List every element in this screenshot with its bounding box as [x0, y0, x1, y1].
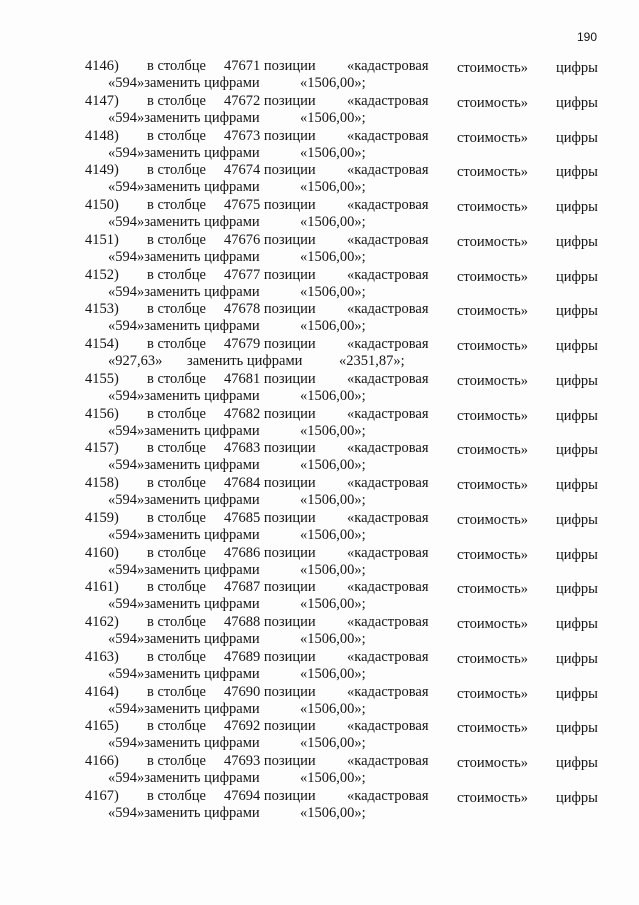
item-number: 4154) — [85, 336, 119, 352]
item-new-value: «1506,00»; — [300, 387, 366, 404]
item-stoimost: стоимость» — [457, 233, 529, 250]
item-new-value: «1506,00»; — [300, 631, 366, 647]
item-kadastrovaya: «кадастровая — [347, 266, 429, 283]
list-item — [0, 788, 639, 823]
item-column-text: в столбце — [147, 509, 206, 526]
item-number: 4166) — [85, 753, 119, 769]
item-kadastrovaya: «кадастровая — [347, 544, 429, 561]
item-tsifry: цифры — [556, 338, 598, 354]
item-new-value: «1506,00»; — [300, 735, 366, 752]
item-stoimost: стоимость» — [457, 477, 529, 493]
item-column-text: в столбце — [147, 475, 206, 491]
item-kadastrovaya: «кадастровая — [347, 648, 429, 665]
item-new-value: «2351,87»; — [339, 353, 405, 369]
item-kadastrovaya: «кадастровая — [347, 753, 429, 769]
item-old-value: «594»заменить цифрами — [108, 144, 260, 161]
item-stoimost: стоимость» — [457, 129, 529, 146]
item-column-text: в столбце — [147, 440, 206, 457]
item-old-value: «594»заменить цифрами — [108, 109, 260, 126]
item-old-value: «594»заменить цифрами — [108, 214, 260, 230]
item-column-text: в столбце — [147, 301, 206, 318]
item-old-value: «594»заменить цифрами — [108, 700, 260, 717]
item-old-value: «594»заменить цифрами — [108, 770, 260, 786]
item-old-value: «594»заменить цифрами — [108, 804, 260, 821]
item-kadastrovaya: «кадастровая — [347, 579, 429, 596]
item-number: 4162) — [85, 614, 119, 630]
item-stoimost: стоимость» — [457, 581, 529, 598]
item-old-value: «594»заменить цифрами — [108, 457, 260, 474]
item-kadastrovaya: «кадастровая — [347, 509, 429, 526]
item-new-value: «1506,00»; — [300, 596, 366, 613]
item-tsifry: цифры — [556, 616, 598, 632]
item-number: 4149) — [85, 162, 119, 179]
list-item — [0, 614, 639, 649]
item-position: 47685 позиции — [224, 509, 316, 526]
item-kadastrovaya: «кадастровая — [347, 440, 429, 457]
item-number: 4156) — [85, 405, 119, 422]
item-kadastrovaya: «кадастровая — [347, 336, 429, 352]
item-new-value: «1506,00»; — [300, 804, 366, 821]
item-new-value: «1506,00»; — [300, 492, 366, 508]
list-item — [0, 475, 639, 510]
item-new-value: «1506,00»; — [300, 561, 366, 578]
item-tsifry: цифры — [556, 164, 598, 181]
item-old-value: «594»заменить цифрами — [108, 387, 260, 404]
item-new-value: «1506,00»; — [300, 144, 366, 161]
item-new-value: «1506,00»; — [300, 75, 366, 91]
item-tsifry: цифры — [556, 407, 598, 424]
list-item — [0, 579, 639, 614]
item-kadastrovaya: «кадастровая — [347, 197, 429, 213]
item-number: 4155) — [85, 370, 119, 387]
item-column-text: в столбце — [147, 231, 206, 248]
item-column-text: в столбце — [147, 544, 206, 561]
item-tsifry: цифры — [556, 546, 598, 563]
item-tsifry: цифры — [556, 581, 598, 598]
list-item — [0, 649, 639, 684]
item-new-value: «1506,00»; — [300, 318, 366, 335]
item-old-value: «594»заменить цифрами — [108, 179, 260, 196]
item-tsifry: цифры — [556, 129, 598, 146]
item-tsifry: цифры — [556, 650, 598, 667]
item-position: 47683 позиции — [224, 440, 316, 457]
item-number: 4151) — [85, 231, 119, 248]
item-position: 47690 позиции — [224, 683, 316, 700]
item-new-value: «1506,00»; — [300, 109, 366, 126]
list-item — [0, 684, 639, 719]
item-kadastrovaya: «кадастровая — [347, 231, 429, 248]
list-item — [0, 371, 639, 406]
item-old-value: «594»заменить цифрами — [108, 75, 260, 91]
item-kadastrovaya: «кадастровая — [347, 614, 429, 630]
item-tsifry: цифры — [556, 789, 598, 806]
item-number: 4152) — [85, 266, 119, 283]
item-new-value: «1506,00»; — [300, 422, 366, 439]
item-new-value: «1506,00»; — [300, 283, 366, 300]
item-kadastrovaya: «кадастровая — [347, 370, 429, 387]
list-item — [0, 301, 639, 336]
item-position: 47677 позиции — [224, 266, 316, 283]
list-item — [0, 267, 639, 302]
item-number: 4161) — [85, 579, 119, 596]
item-column-text: в столбце — [147, 753, 206, 769]
item-position: 47675 позиции — [224, 197, 316, 213]
item-stoimost: стоимость» — [457, 546, 529, 563]
item-position: 47682 позиции — [224, 405, 316, 422]
list-item — [0, 545, 639, 580]
item-number: 4165) — [85, 718, 119, 735]
item-kadastrovaya: «кадастровая — [347, 718, 429, 735]
item-column-text: в столбце — [147, 683, 206, 700]
item-number: 4150) — [85, 197, 119, 213]
item-old-value: «594»заменить цифрами — [108, 422, 260, 439]
item-column-text: в столбце — [147, 787, 206, 804]
item-tsifry: цифры — [556, 442, 598, 459]
item-old-value: «594»заменить цифрами — [108, 526, 260, 543]
item-position: 47687 позиции — [224, 579, 316, 596]
list-item — [0, 440, 639, 475]
item-position: 47689 позиции — [224, 648, 316, 665]
item-kadastrovaya: «кадастровая — [347, 683, 429, 700]
list-item — [0, 753, 639, 788]
item-tsifry: цифры — [556, 60, 598, 76]
item-tsifry: цифры — [556, 94, 598, 111]
item-column-text: в столбце — [147, 370, 206, 387]
item-kadastrovaya: «кадастровая — [347, 162, 429, 179]
item-tsifry: цифры — [556, 477, 598, 493]
item-stoimost: стоимость» — [457, 199, 529, 215]
item-position: 47671 позиции — [224, 58, 316, 74]
item-number: 4157) — [85, 440, 119, 457]
item-number: 4159) — [85, 509, 119, 526]
item-old-value: «594»заменить цифрами — [108, 492, 260, 508]
item-new-value: «1506,00»; — [300, 179, 366, 196]
item-stoimost: стоимость» — [457, 755, 529, 771]
item-stoimost: стоимость» — [457, 616, 529, 632]
item-position: 47676 позиции — [224, 231, 316, 248]
item-column-text: в столбце — [147, 614, 206, 630]
item-column-text: в столбце — [147, 718, 206, 735]
item-kadastrovaya: «кадастровая — [347, 58, 429, 74]
item-number: 4148) — [85, 127, 119, 144]
list-item — [0, 232, 639, 267]
item-kadastrovaya: «кадастровая — [347, 405, 429, 422]
item-kadastrovaya: «кадастровая — [347, 92, 429, 109]
item-column-text: в столбце — [147, 162, 206, 179]
item-number: 4160) — [85, 544, 119, 561]
item-old-value: «594»заменить цифрами — [108, 248, 260, 265]
list-item — [0, 510, 639, 545]
item-tsifry: цифры — [556, 511, 598, 528]
item-tsifry: цифры — [556, 720, 598, 737]
item-old-value: «594»заменить цифрами — [108, 283, 260, 300]
item-stoimost: стоимость» — [457, 338, 529, 354]
item-stoimost: стоимость» — [457, 164, 529, 181]
item-tsifry: цифры — [556, 372, 598, 389]
item-column-text: в столбце — [147, 579, 206, 596]
item-kadastrovaya: «кадастровая — [347, 301, 429, 318]
list-item — [0, 718, 639, 753]
item-stoimost: стоимость» — [457, 720, 529, 737]
item-stoimost: стоимость» — [457, 511, 529, 528]
item-position: 47684 позиции — [224, 475, 316, 491]
item-column-text: в столбце — [147, 336, 206, 352]
item-new-value: «1506,00»; — [300, 526, 366, 543]
item-old-value: «927,63» — [108, 353, 163, 369]
list-item — [0, 93, 639, 128]
list-item — [0, 58, 639, 93]
list-item — [0, 197, 639, 232]
item-number: 4146) — [85, 58, 119, 74]
list-item — [0, 128, 639, 163]
item-stoimost: стоимость» — [457, 60, 529, 76]
item-tsifry: цифры — [556, 233, 598, 250]
item-number: 4153) — [85, 301, 119, 318]
item-old-value: «594»заменить цифрами — [108, 596, 260, 613]
item-number: 4147) — [85, 92, 119, 109]
item-new-value: «1506,00»; — [300, 700, 366, 717]
item-tsifry: цифры — [556, 685, 598, 702]
item-position: 47686 позиции — [224, 544, 316, 561]
item-stoimost: стоимость» — [457, 94, 529, 111]
item-kadastrovaya: «кадастровая — [347, 475, 429, 491]
item-position: 47674 позиции — [224, 162, 316, 179]
item-position: 47678 позиции — [224, 301, 316, 318]
item-stoimost: стоимость» — [457, 303, 529, 320]
item-column-text: в столбце — [147, 266, 206, 283]
item-number: 4167) — [85, 787, 119, 804]
item-tsifry: цифры — [556, 199, 598, 215]
item-column-text: в столбце — [147, 58, 206, 74]
item-column-text: в столбце — [147, 92, 206, 109]
item-old-value: «594»заменить цифрами — [108, 665, 260, 682]
list-item — [0, 162, 639, 197]
item-old-value: «594»заменить цифрами — [108, 318, 260, 335]
item-position: 47679 позиции — [224, 336, 316, 352]
item-position: 47672 позиции — [224, 92, 316, 109]
list-item — [0, 336, 639, 371]
item-number: 4158) — [85, 475, 119, 491]
item-replace-text: заменить цифрами — [187, 353, 303, 369]
item-new-value: «1506,00»; — [300, 665, 366, 682]
item-old-value: «594»заменить цифрами — [108, 631, 260, 647]
item-position: 47694 позиции — [224, 787, 316, 804]
item-position: 47693 позиции — [224, 753, 316, 769]
amendment-list — [0, 58, 639, 823]
item-stoimost: стоимость» — [457, 407, 529, 424]
item-position: 47688 позиции — [224, 614, 316, 630]
item-number: 4164) — [85, 683, 119, 700]
item-new-value: «1506,00»; — [300, 214, 366, 230]
item-position: 47692 позиции — [224, 718, 316, 735]
item-number: 4163) — [85, 648, 119, 665]
item-stoimost: стоимость» — [457, 442, 529, 459]
item-tsifry: цифры — [556, 303, 598, 320]
item-kadastrovaya: «кадастровая — [347, 127, 429, 144]
item-column-text: в столбце — [147, 197, 206, 213]
item-position: 47673 позиции — [224, 127, 316, 144]
item-stoimost: стоимость» — [457, 789, 529, 806]
item-old-value: «594»заменить цифрами — [108, 735, 260, 752]
item-stoimost: стоимость» — [457, 650, 529, 667]
list-item — [0, 406, 639, 441]
item-tsifry: цифры — [556, 268, 598, 285]
item-new-value: «1506,00»; — [300, 770, 366, 786]
item-column-text: в столбце — [147, 405, 206, 422]
item-kadastrovaya: «кадастровая — [347, 787, 429, 804]
item-tsifry: цифры — [556, 755, 598, 771]
item-new-value: «1506,00»; — [300, 248, 366, 265]
page-number: 190 — [576, 30, 597, 44]
item-stoimost: стоимость» — [457, 685, 529, 702]
item-new-value: «1506,00»; — [300, 457, 366, 474]
item-position: 47681 позиции — [224, 370, 316, 387]
item-stoimost: стоимость» — [457, 372, 529, 389]
item-old-value: «594»заменить цифрами — [108, 561, 260, 578]
item-column-text: в столбце — [147, 127, 206, 144]
item-column-text: в столбце — [147, 648, 206, 665]
item-stoimost: стоимость» — [457, 268, 529, 285]
